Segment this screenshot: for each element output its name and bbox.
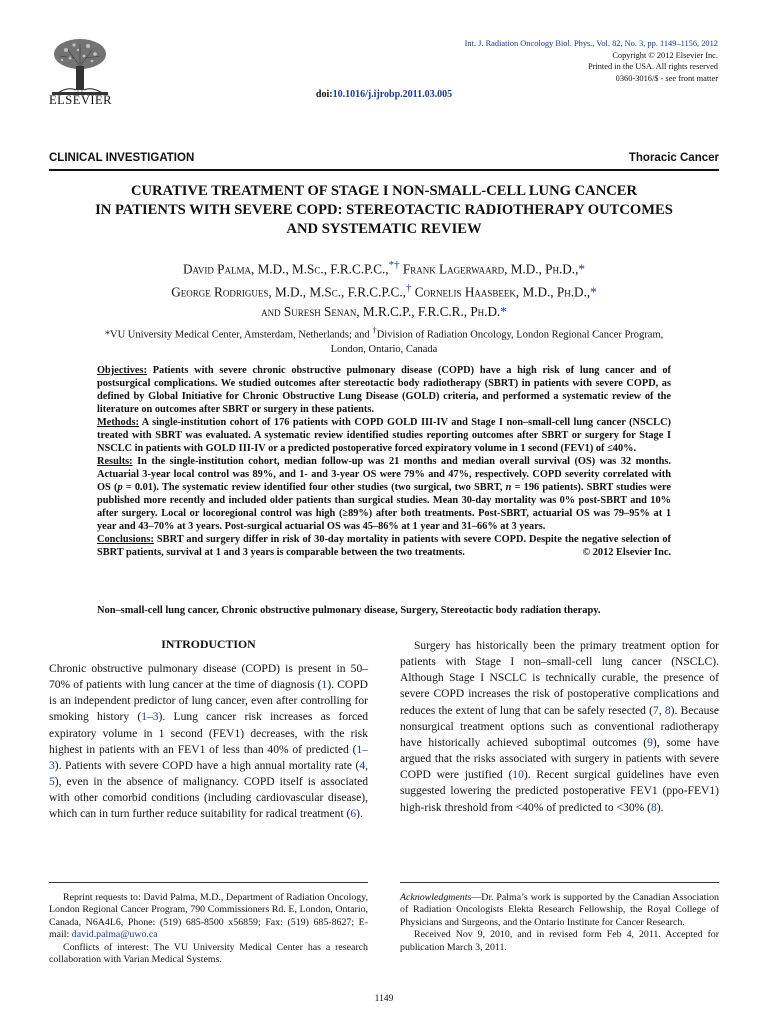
keywords: Non–small-cell lung cancer, Chronic obstructive pulmonary disease, Surgery, Stereotactic body radiation therapy. — [97, 605, 601, 616]
objectives-label: Objectives: — [97, 365, 147, 376]
ref-link[interactable]: 1 — [321, 679, 328, 692]
publisher-name: ELSEVIER — [49, 93, 113, 107]
abstract-conclusions: Conclusions: SBRT and surgery differ in risk of 30-day mortality in patients with severe COPD. Despite the negative selection of SBRT patients, survival at 1 and 3 years is comparable between the two treatments. © 2012 Elsevier Inc. — [97, 533, 671, 558]
results-label: Results: — [97, 455, 133, 467]
title-line-1: CURATIVE TREATMENT OF STAGE I NON-SMALL-CELL LUNG CANCER — [130, 183, 638, 199]
intro-column-right — [400, 638, 719, 816]
methods-label: Methods: — [97, 416, 139, 428]
ref-link[interactable]: 1–3 — [49, 743, 368, 772]
author-palma: David Palma, M.D., M.Sc., F.R.C.P.C., — [183, 261, 389, 277]
author-haasbeek: Cornelis Haasbeek, M.D., Ph.D., — [414, 284, 591, 300]
ref-link[interactable]: 7, 8 — [653, 704, 671, 717]
intro-paragraph-1: Chronic obstructive pulmonary disease (COPD) is present in 50–70% of patients with lung cancer at the time of diagnosis (1). COPD is an independent predictor of lung cancer, even after controlling for smoking history (1–3). Lung cancer risk increases as forced expiratory volume in 1 second (FEV1) decreases, with the risk highest in patients with an FEV1 of less than 40% of predicted (1–3). Patients with severe COPD have a high annual mortality rate (4, 5), even in the absence of malignancy. COPD itself is associated with other comorbid conditions (including cardiovascular disease), which can in turn further reduce suitability for radical treatment (6). — [49, 663, 368, 821]
abstract-methods: Methods: A single-institution cohort of 176 patients with COPD GOLD III-IV and Stage I non–small-cell lung cancer (NSCLC) treated with SBRT was evaluated. A systematic review identified studies reporting outcomes after SBRT or surgery for Stage I NSCLC in patients with GOLD III-IV or a predicted postoperative forced expiratory volume in 1 second (FEV1) of ≤40%. — [97, 416, 671, 454]
doi-line — [0, 89, 768, 100]
section-bar — [49, 152, 719, 168]
abstract-objectives: Objectives: Patients with severe chronic obstructive pulmonary disease (COPD) have a high risk of lung cancer and of postsurgical complications. We studied outcomes after stereotactic body radiotherapy (SBRT) in patients with severe COPD, as defined by Global Initiative for Chronic Obstructive Lung Disease (GOLD) criteria, and performed a systematic review of the literature on outcomes after SBRT or surgery in these patients. — [97, 365, 671, 415]
ref-link[interactable]: 4, 5 — [49, 759, 368, 789]
conflicts-of-interest: Conflicts of interest: The VU University Medical Center has a research collaboration with Varian Medical Systems. — [49, 941, 368, 966]
doi-link[interactable]: 10.1016/j.ijrobp.2011.03.005 — [332, 89, 453, 100]
title-line-2: IN PATIENTS WITH SEVERE COPD: STEREOTACTIC RADIOTHERAPY OUTCOMES — [95, 202, 673, 218]
doi-prefix: doi: — [315, 89, 333, 100]
abstract-copyright: © 2012 Elsevier Inc. — [582, 546, 671, 558]
abstract — [97, 365, 671, 560]
author-and: and — [261, 303, 281, 319]
author-lagerwaard: Frank Lagerwaard, M.D., Ph.D., — [402, 261, 579, 277]
ref-link[interactable]: 6 — [350, 808, 357, 821]
acknowledgments-label: Acknowledgments — [400, 892, 472, 903]
issn-line: 0360-3016/$ - see front matter — [615, 73, 718, 83]
intro-heading: INTRODUCTION — [161, 637, 256, 651]
abstract-results: Results: In the single-institution cohort, median follow-up was 21 months and median overall survival (OS) was 32 months. Actuarial 3-year local control was 89%, and 1- and 3-year OS were 79% and 47%, respectively. COPD severity correlated with OS (p = 0.01). The systematic review identified four other studies (two surgical, two SBRT, n = 196 patients). SBRT studies were published more recently and included older patients than surgical studies. Mean 30-day mortality was 0% post-SBRT and 10% after surgery. Local or locoregional control was high (≥89%) after both treatments. Post-SBRT, actuarial OS was 79–95% at 1 year and 43–70% at 3 years. Post-surgical actuarial OS was 45–86% at 1 year and 31–66% at 3 years. — [97, 455, 671, 532]
author-rodrigues: George Rodrigues, M.D., M.Sc., F.R.C.P.C., — [171, 284, 406, 300]
section-rule — [49, 169, 719, 171]
ref-link[interactable]: 9 — [647, 736, 653, 749]
affiliation-vu: *VU University Medical Center, Amsterdam, Netherlands; and — [104, 329, 373, 341]
author-senan: Suresh Senan, M.R.C.P., F.R.C.R., Ph.D. — [283, 303, 501, 319]
affiliation-location: London, Ontario, Canada — [330, 343, 438, 355]
article-title — [40, 182, 728, 239]
affiliations — [48, 323, 720, 357]
affiliation-london: Division of Radiation Oncology, London Regional Cancer Program, — [376, 329, 664, 341]
author-list — [40, 256, 728, 321]
title-line-3: AND SYSTEMATIC REVIEW — [286, 221, 482, 237]
printed-line: Printed in the USA. All rights reserved — [587, 62, 718, 71]
ref-link[interactable]: 1–3 — [141, 711, 159, 724]
ref-link[interactable]: 10 — [512, 769, 524, 782]
ref-link[interactable]: 8 — [650, 801, 657, 814]
author-senan-marks[interactable]: * — [500, 303, 507, 319]
conclusions-label: Conclusions: — [97, 533, 154, 545]
footnotes-right — [400, 892, 719, 954]
section-topic: Thoracic Cancer — [628, 152, 719, 164]
reprint-requests: Reprint requests to: David Palma, M.D., Department of Radiation Oncology, London Regional Cancer Program, 790 Commissioners Rd. E, London, Ontario, Canada, N6A4L6, Phone: (519) 685-8500 x56859; Fax: (519) 685-8627; E-mail: david.palma@uwo.ca — [49, 892, 368, 941]
intro-column-left — [49, 661, 368, 823]
received-dates: Received Nov 9, 2010, and in revised form Feb 4, 2011. Accepted for publication March 3, 2011. — [400, 929, 719, 953]
author-rodrigues-marks[interactable]: † — [405, 281, 412, 294]
author-haasbeek-marks[interactable]: * — [590, 284, 597, 300]
affiliation-mark: † — [372, 325, 377, 335]
footnote-rule-right — [400, 882, 719, 883]
author-palma-marks[interactable]: *† — [388, 259, 400, 271]
footnote-rule-left — [49, 882, 368, 883]
journal-citation[interactable]: Int. J. Radiation Oncology Biol. Phys., Vol. 82, No. 3, pp. 1149–1156, 2012 — [464, 39, 718, 48]
copyright-line: Copyright © 2012 Elsevier Inc. — [612, 50, 718, 60]
intro-paragraph-2: Surgery has historically been the primary treatment option for patients with Stage I non–small-cell lung cancer (NSCLC). Although Stage I NSCLC is technically curable, the presence of severe COPD increases the risk of postoperative complications and reduces the extent of lung that can be safely resected (7, 8). Because nonsurgical treatment options such as conventional radiotherapy have historically achieved suboptimal outcomes (9), some have argued that the risks associated with surgery in patients with severe COPD were justified (10). Recent surgical guidelines have even suggested lowering the predicted postoperative FEV1 (ppo-FEV1) high-risk threshold from <40% of predicted to <30% (8). — [400, 640, 720, 814]
footnotes-left — [49, 892, 368, 967]
section-label: CLINICAL INVESTIGATION — [49, 152, 195, 164]
journal-info — [465, 38, 718, 84]
acknowledgments: Acknowledgments—Dr. Palma’s work is supported by the Canadian Association of Radiation Oncologists Elekta Research Fellowship, the Royal College of Physicians and Surgeons, and the Ontario Institute for Cancer Research. — [400, 892, 719, 928]
author-lagerwaard-marks[interactable]: * — [578, 261, 585, 277]
page-number: 1149 — [374, 994, 394, 1004]
email-link[interactable]: david.palma@uwo.ca — [71, 929, 158, 941]
